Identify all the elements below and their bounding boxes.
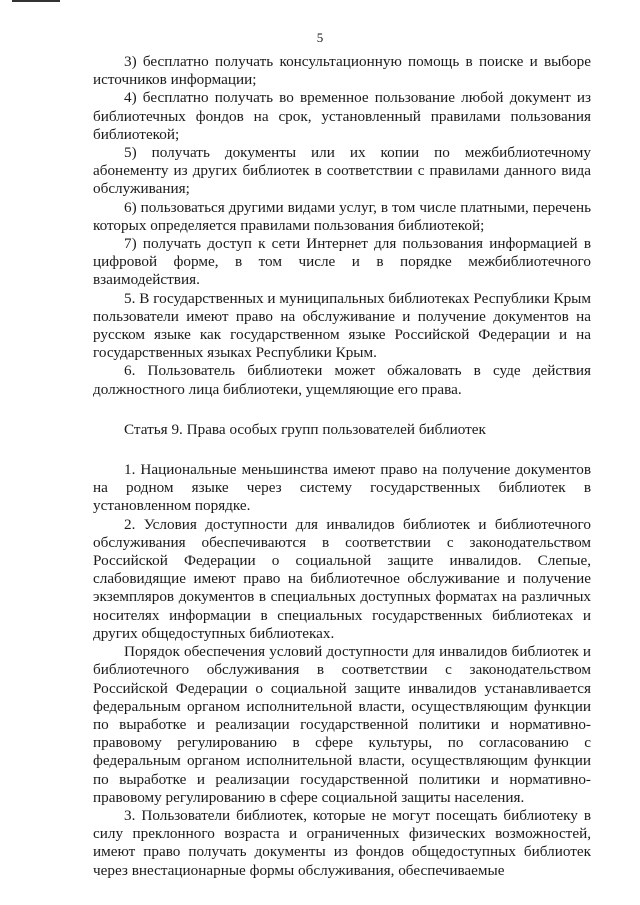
article-heading: Статья 9. Права особых групп пользователей библиотек <box>124 420 486 438</box>
document-body <box>93 53 591 880</box>
article-9-clause-2: 2. Условия доступности для инвалидов библиотек и библиотечного обслуживания обеспечиваются в соответствии с законодательством Российской Федерации о социальной защите инвалидов. Слепые, слабовидящие имеют право на библиотечное обслуживание и получение экземпляров документов в специальных доступных форматах на различных носителях информации в специальных государственных библиотеках и других общедоступных библиотеках. <box>93 515 591 642</box>
list-item-4: 4) бесплатно получать во временное пользование любой документ из библиотечных фондов на срок, установленный правилами пользования библиотекой; <box>93 89 591 143</box>
clause-6: 6. Пользователь библиотеки может обжаловать в суде действия должностного лица библиотеки, ущемляющие его права. <box>93 362 591 398</box>
article-9-clause-1: 1. Национальные меньшинства имеют право на получение документов на родном языке через систему государственных библиотек в установленном порядке. <box>93 461 591 515</box>
article-9-clause-3: 3. Пользователи библиотек, которые не могут посещать библиотеку в силу преклонного возраста и ограниченных физических возможностей, имеют право получать документы из фондов общедоступных библиотек через внестационарные формы обслуживания, обеспечиваемые <box>93 806 591 879</box>
article-9-clause-2-continued: Порядок обеспечения условий доступности для инвалидов библиотек и библиотечного обслуживания в соответствии с законодательством Российской Федерации о социальной защите инвалидов устанавливается федеральным органом исполнительной власти, осуществляющим функции по выработке и реализации государственной политики и нормативно-правовому регулированию в сфере культуры, по согласованию с федеральным органом исполнительной власти, осуществляющим функции по выработке и реализации государственной политики и нормативно-правовому регулированию в сфере социальной защиты населения. <box>93 643 591 806</box>
clause-5: 5. В государственных и муниципальных библиотеках Республики Крым пользователи имеют право на обслуживание и получение документов на русском языке как государственном языке Российской Федерации и на государственных языках Республики Крым. <box>93 289 591 362</box>
list-item-6: 6) пользоваться другими видами услуг, в том числе платными, перечень которых определяется правилами пользования библиотекой; <box>93 198 591 234</box>
list-item-3: 3) бесплатно получать консультационную помощь в поиске и выборе источников информации; <box>93 53 591 89</box>
list-item-5: 5) получать документы или их копии по межбиблиотечному абонементу из других библиотек в соответствии с правилами данного вида обслуживания; <box>93 144 591 198</box>
page-number: 5 <box>316 30 324 45</box>
list-item-7: 7) получать доступ к сети Интернет для пользования информацией в цифровой форме, в том числе и в порядке межбиблиотечного взаимодействия. <box>93 235 591 289</box>
scan-edge-mark <box>12 0 60 2</box>
